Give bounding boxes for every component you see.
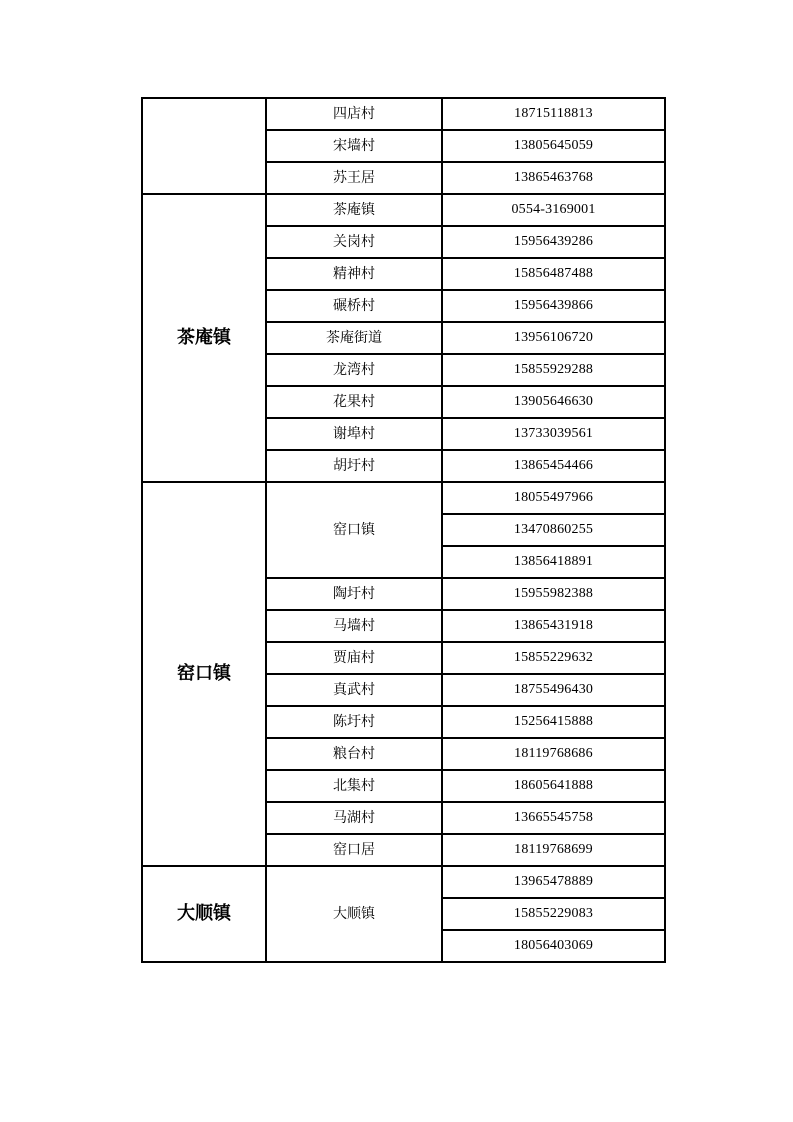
village-name: 谢埠村 (266, 418, 442, 450)
phone-number: 15855229083 (442, 898, 665, 930)
village-name: 北集村 (266, 770, 442, 802)
phone-number: 18605641888 (442, 770, 665, 802)
village-name: 花果村 (266, 386, 442, 418)
contact-table-body (142, 98, 665, 962)
phone-number: 18715118813 (442, 98, 665, 130)
phone-number: 13733039561 (442, 418, 665, 450)
town-name (142, 98, 266, 194)
phone-number: 13805645059 (442, 130, 665, 162)
phone-number: 15956439286 (442, 226, 665, 258)
phone-number: 13865431918 (442, 610, 665, 642)
table-row (142, 866, 665, 898)
village-name: 茶庵街道 (266, 322, 442, 354)
phone-number: 15855929288 (442, 354, 665, 386)
phone-number: 13905646630 (442, 386, 665, 418)
town-name: 大顺镇 (142, 866, 266, 962)
village-name: 茶庵镇 (266, 194, 442, 226)
village-name: 龙湾村 (266, 354, 442, 386)
village-name: 四店村 (266, 98, 442, 130)
village-name: 窑口镇 (266, 482, 442, 578)
village-name: 马湖村 (266, 802, 442, 834)
table-row (142, 98, 665, 130)
town-name: 窑口镇 (142, 482, 266, 866)
village-name: 陈圩村 (266, 706, 442, 738)
phone-number: 0554-3169001 (442, 194, 665, 226)
village-name: 陶圩村 (266, 578, 442, 610)
table-row (142, 194, 665, 226)
town-name: 茶庵镇 (142, 194, 266, 482)
phone-number: 13865454466 (442, 450, 665, 482)
village-name: 关岗村 (266, 226, 442, 258)
phone-number: 15256415888 (442, 706, 665, 738)
phone-number: 13956106720 (442, 322, 665, 354)
village-name: 真武村 (266, 674, 442, 706)
village-name: 苏王居 (266, 162, 442, 194)
phone-number: 13965478889 (442, 866, 665, 898)
village-name: 胡圩村 (266, 450, 442, 482)
village-name: 碾桥村 (266, 290, 442, 322)
village-name: 窑口居 (266, 834, 442, 866)
contact-table (141, 97, 666, 963)
phone-number: 15856487488 (442, 258, 665, 290)
village-name: 大顺镇 (266, 866, 442, 962)
phone-number: 15855229632 (442, 642, 665, 674)
phone-number: 18755496430 (442, 674, 665, 706)
phone-number: 13470860255 (442, 514, 665, 546)
table-row (142, 482, 665, 514)
village-name: 贾庙村 (266, 642, 442, 674)
phone-number: 18119768686 (442, 738, 665, 770)
village-name: 马墙村 (266, 610, 442, 642)
phone-number: 15955982388 (442, 578, 665, 610)
village-name: 宋墙村 (266, 130, 442, 162)
phone-number: 18119768699 (442, 834, 665, 866)
phone-number: 13856418891 (442, 546, 665, 578)
phone-number: 18056403069 (442, 930, 665, 962)
village-name: 精神村 (266, 258, 442, 290)
phone-number: 13665545758 (442, 802, 665, 834)
village-name: 粮台村 (266, 738, 442, 770)
phone-number: 18055497966 (442, 482, 665, 514)
phone-number: 13865463768 (442, 162, 665, 194)
phone-number: 15956439866 (442, 290, 665, 322)
